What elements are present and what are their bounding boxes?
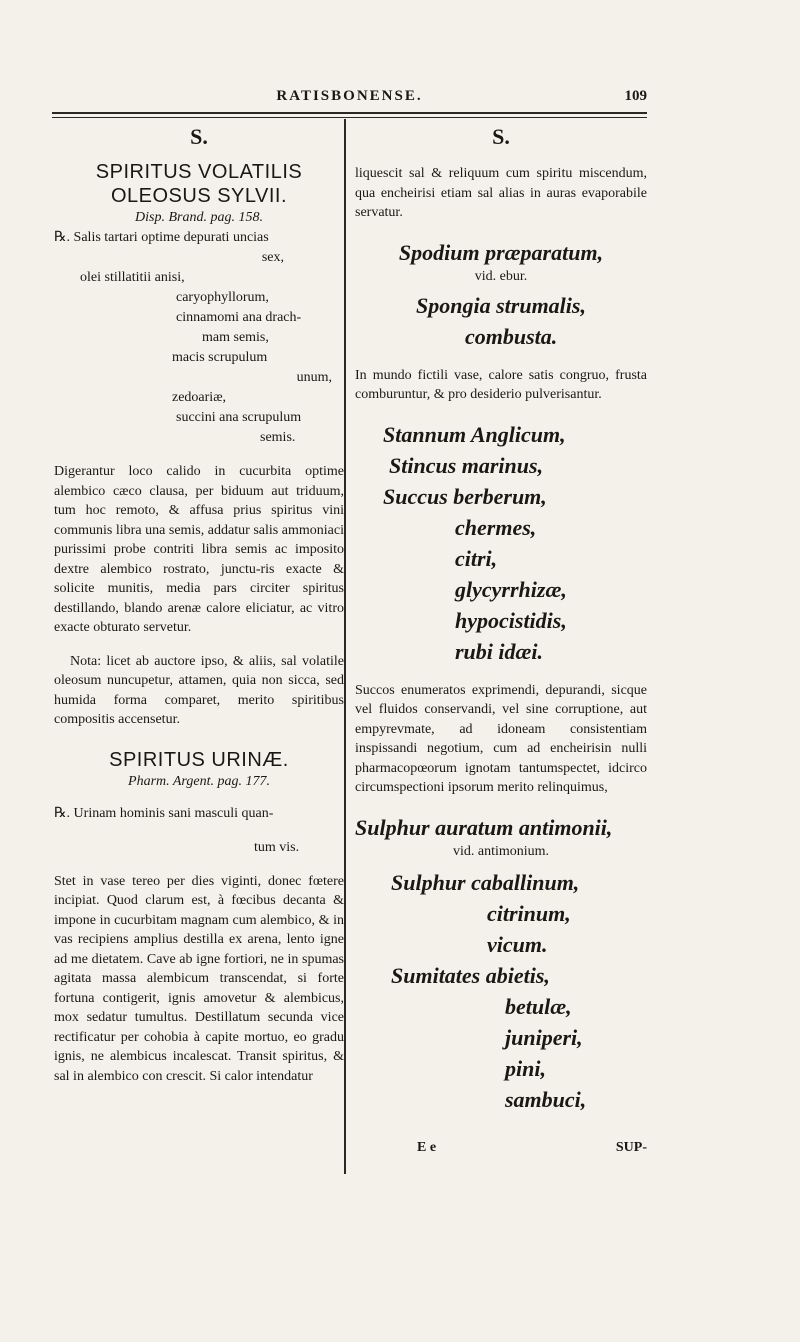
catchword: SUP- — [615, 1140, 647, 1155]
heading-line: OLEOSUS SYLVII. — [110, 185, 288, 207]
heading-line: SPIRITUS VOLATILIS — [95, 161, 303, 183]
list-entry: sambuci, — [505, 1086, 587, 1112]
entry-list-stannum — [355, 419, 647, 667]
entry-spongia-line2: combusta. — [465, 323, 558, 349]
section-letter-left: S. — [190, 124, 208, 149]
running-head — [52, 88, 647, 110]
list-entry: citrinum, — [487, 900, 571, 926]
cross-reference: vid. antimonium. — [452, 843, 550, 859]
entry-list-sulphur — [355, 867, 647, 960]
right-column — [355, 124, 647, 1115]
recipe-line: macis scrupulum — [172, 350, 268, 365]
source-citation: Pharm. Argent. pag. 177. — [128, 773, 270, 789]
list-entry: citri, — [455, 545, 498, 571]
recipe-line: tum vis. — [254, 839, 300, 855]
source-citation: Disp. Brand. pag. 158. — [135, 210, 263, 225]
signature-mark: E e — [417, 1140, 437, 1155]
list-entry: hypocistidis, — [455, 607, 567, 633]
left-column — [54, 124, 344, 1100]
list-entry: rubi idæi. — [455, 638, 544, 664]
paragraph: Digerantur loco calido in cucurbita optime alembico cæco clausa, per biduum aut triduum, tum hoc remoto, & affusa prius spiritus vini communis libra una semis, addatur salis ammoniaci purissimi probe contriti libra semis ac imposito dextre alembico rostrato, junctu-ris exacte & solicite munitis, media pars circiter spiritus destillando, blando arenæ calore eliciatur, ac vitro exacte obturato servetur. — [54, 464, 344, 635]
paragraph: Succos enumeratos exprimendi, depurandi, sicque vel fluidos conservandi, vel sine corruptione, aut empyrevmate, ad idoneam consistentiam inspissandi negotium, cum ad encheirisin nulli pharmacopœorum ignotam tantumspectet, idcirco circumspectioni ipsorum merito relinquimus, — [355, 682, 647, 795]
paragraph: Nota: licet ab auctore ipso, & aliis, sal volatile oleosum nuncupetur, attamen, quia non sicca, sed humida forma comparet, merito spiritibus compositis accensetur. — [54, 653, 344, 727]
recipe-line: ℞. Urinam hominis sani masculi quan- — [54, 805, 274, 821]
list-entry: betulæ, — [505, 993, 572, 1019]
recipe-line: succini ana scrupulum — [176, 410, 302, 425]
entry-spodium: Spodium præparatum, — [398, 239, 604, 265]
recipe-line: semis. — [260, 430, 296, 445]
heading-spiritus-urinae: SPIRITUS URINÆ. — [109, 748, 289, 771]
list-entry: glycyrrhizæ, — [455, 576, 567, 602]
entry-sulphur-auratum: Sulphur auratum antimonii, — [355, 814, 613, 840]
paragraph: In mundo fictili vase, calore satis congruo, frusta comburuntur, & pro desiderio pulverisantur. — [355, 367, 647, 402]
list-entry: Sulphur caballinum, — [391, 869, 580, 895]
list-entry: Succus berberum, — [383, 483, 547, 509]
list-entry: juniperi, — [505, 1024, 583, 1050]
section-letter-right: S. — [492, 124, 510, 149]
page-number: 109 — [624, 88, 647, 104]
header-rule-thick — [52, 112, 647, 114]
recipe-line: unum, — [296, 370, 332, 385]
column-divider — [344, 119, 346, 1174]
recipe-line: caryophyllorum, — [176, 290, 269, 305]
recipe-line: mam semis, — [202, 330, 269, 345]
recipe-line: olei stillatitii anisi, — [80, 270, 185, 285]
header-rule-thin — [52, 117, 647, 118]
list-entry: vicum. — [487, 931, 548, 957]
recipe-line: ℞. Salis tartari optime depurati uncias — [54, 230, 269, 245]
running-title: RATISBONENSE. — [276, 88, 423, 104]
list-entry: pini, — [505, 1055, 546, 1081]
recipe-line: sex, — [261, 250, 284, 265]
recipe-line: zedoariæ, — [172, 390, 227, 405]
list-entry: Sumitates abietis, — [391, 962, 550, 988]
paragraph: liquescit sal & reliquum cum spiritu miscendum, qua encheirisi etiam sal alias in auras evaporabile servatur. — [355, 166, 647, 220]
paragraph: Stet in vase tereo per dies viginti, donec fœtere incipiat. Quod clarum est, à fœcibus decanta & impone in cucurbitam magnam cum alembico, & in vas recipiens amplius destilla ex arena, lento igne ad me dietatem. Cave ab igne fortiori, ne in spumas agitata massa alembicum transcendat, si forte fortuna contigerit, ignis amovetur & alembicus, mox sedatur tumultus. Destillatum secunda vice rectificatur per cohobia à capite mortuo, eo gradu ignis, ne alembicus incalescat. Transit spiritus, & sal in alembico con crescit. Si calor intendatur — [54, 873, 344, 1084]
list-entry: Stannum Anglicum, — [383, 421, 566, 447]
list-entry: chermes, — [455, 514, 537, 540]
entry-list-sumitates — [355, 960, 647, 1115]
recipe-block — [54, 228, 344, 448]
cross-reference: vid. ebur. — [474, 268, 528, 284]
heading-spiritus-volatilis — [54, 160, 344, 208]
entry-spongia: Spongia strumalis, — [416, 292, 586, 318]
list-entry: Stincus marinus, — [389, 452, 544, 478]
recipe-line: cinnamomi ana drach- — [176, 310, 302, 325]
